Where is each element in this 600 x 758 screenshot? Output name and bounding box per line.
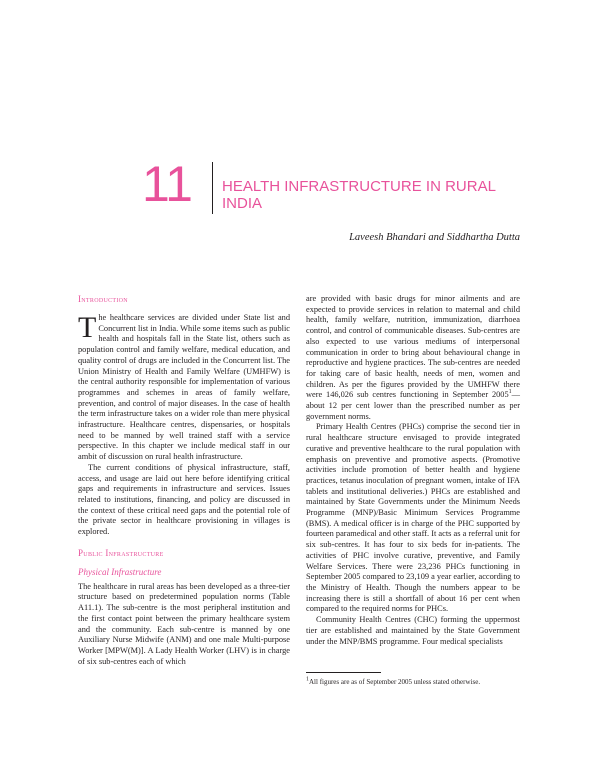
footnote-marker: 1: [306, 676, 309, 683]
introduction-paragraph-1-text: he healthcare services are divided under State list and Concurrent list in India. While some items such as public health and hospitals fall in the State list, others such as population control and family welfare, medical education, and quality control of drugs are included in the Concurrent list. The Union Ministry of Health and Family Welfare (UMHFW) is the central authority responsible for implementation of various programmes and schemes in areas of family welfare, prevention, and control of major diseases. In the case of health the term infrastructure takes on a wider role than mere physical infrastructure. Healthcare centres, dispensaries, or hospitals need to be manned by well trained staff with a service perspective. In this chapter we include medical staff in our ambit of discussion on rural health infrastructure.: [78, 313, 290, 462]
chapter-title-line1: HEALTH INFRASTRUCTURE IN RURAL: [222, 178, 496, 195]
chapter-title: [222, 178, 522, 212]
footnote-reference: 1: [508, 389, 512, 396]
right-paragraph-2: Primary Health Centres (PHCs) comprise the second tier in rural healthcare structure envisaged to provide integrated curative and preventive healthcare to the rural population with emphasis on preventive and promotive aspects. (Promotive activities include promotion of better health and hygiene practices, tetanus inoculation of pregnant women, intake of IFA tablets and institutional deliveries.) PHCs are established and maintained by State Governments under the Minimum Needs Programme (MNP)/Basic Minimum Services Programme (BMS). A medical officer is in charge of the PHC supported by fourteen paramedical and other staff. It acts as a referral unit for six sub-centres. It has four to six beds for in-patients. The activities of PHC involve curative, preventive, and Family Welfare Services. There were 23,236 PHCs functioning in September 2005 compared to 23,109 a year earlier, according to the Ministry of Health. Though the numbers appear to be increasing there is still a shortfall of about 16 per cent when compared to the required norms for PHCs.: [306, 422, 520, 614]
footnote-divider: [306, 672, 381, 673]
chapter-header: [130, 158, 530, 218]
chapter-number: 11: [142, 156, 192, 212]
right-column: [306, 294, 520, 647]
chapter-divider: [212, 162, 213, 214]
chapter-title-line2: INDIA: [222, 195, 263, 212]
right-paragraph-1-text-b: —about 12 per cent lower than the prescribed number as per government norms.: [306, 390, 520, 421]
physical-infrastructure-subheading: Physical Infrastructure: [78, 566, 162, 577]
public-infrastructure-paragraph-1: The healthcare in rural areas has been developed as a three-tier structure based on predetermined population norms (Table A11.1). The sub-centre is the most peripheral institution and the first contact point between the primary healthcare system and the community. Each sub-centre is manned by one Auxiliary Nurse Midwife (ANM) and one male Multi-purpose Worker [MPW(M)]. A Lady Health Worker (LHV) is in charge of six sub-centres each of which: [78, 581, 290, 666]
introduction-paragraph-2: The current conditions of physical infrastructure, staff, access, and usage are laid out here before identifying critical gaps and requirements in infrastructure and services. Issues related to institutions, financing, and policy are discussed in the context of these critical need gaps and the potential role of the private sector in healthcare provisioning in villages is explored.: [78, 462, 290, 537]
right-paragraph-1-text-a: are provided with basic drugs for minor ailments and are expected to provide services in relation to maternal and child health, family welfare, nutrition, immunization, diarrhoea control, and control of communicable diseases. Sub-centres are also expected to use various mediums of interpersonal communication in order to bring about behavioural change in reproductive and hygiene practices. The sub-centres are needed for taking care of basic health, needs of men, women and children. As per the figures provided by the UMHFW there were 146,026 sub centres functioning in September 2005: [306, 294, 520, 400]
drop-cap: T: [78, 311, 97, 344]
chapter-authors: Laveesh Bhandari and Siddhartha Dutta: [349, 232, 520, 243]
introduction-paragraph-1: [78, 313, 290, 463]
footnote: [306, 678, 520, 687]
right-paragraph-1: [306, 294, 520, 422]
left-column: [78, 294, 290, 667]
right-paragraph-3: Community Health Centres (CHC) forming the uppermost tier are established and maintained by the State Government under the MNP/BMS programme. Four medical specialists: [306, 615, 520, 646]
introduction-heading: Introduction: [78, 294, 128, 304]
public-infrastructure-heading: Public Infrastructure: [78, 547, 164, 558]
footnote-text: All figures are as of September 2005 unless stated otherwise.: [309, 678, 481, 686]
